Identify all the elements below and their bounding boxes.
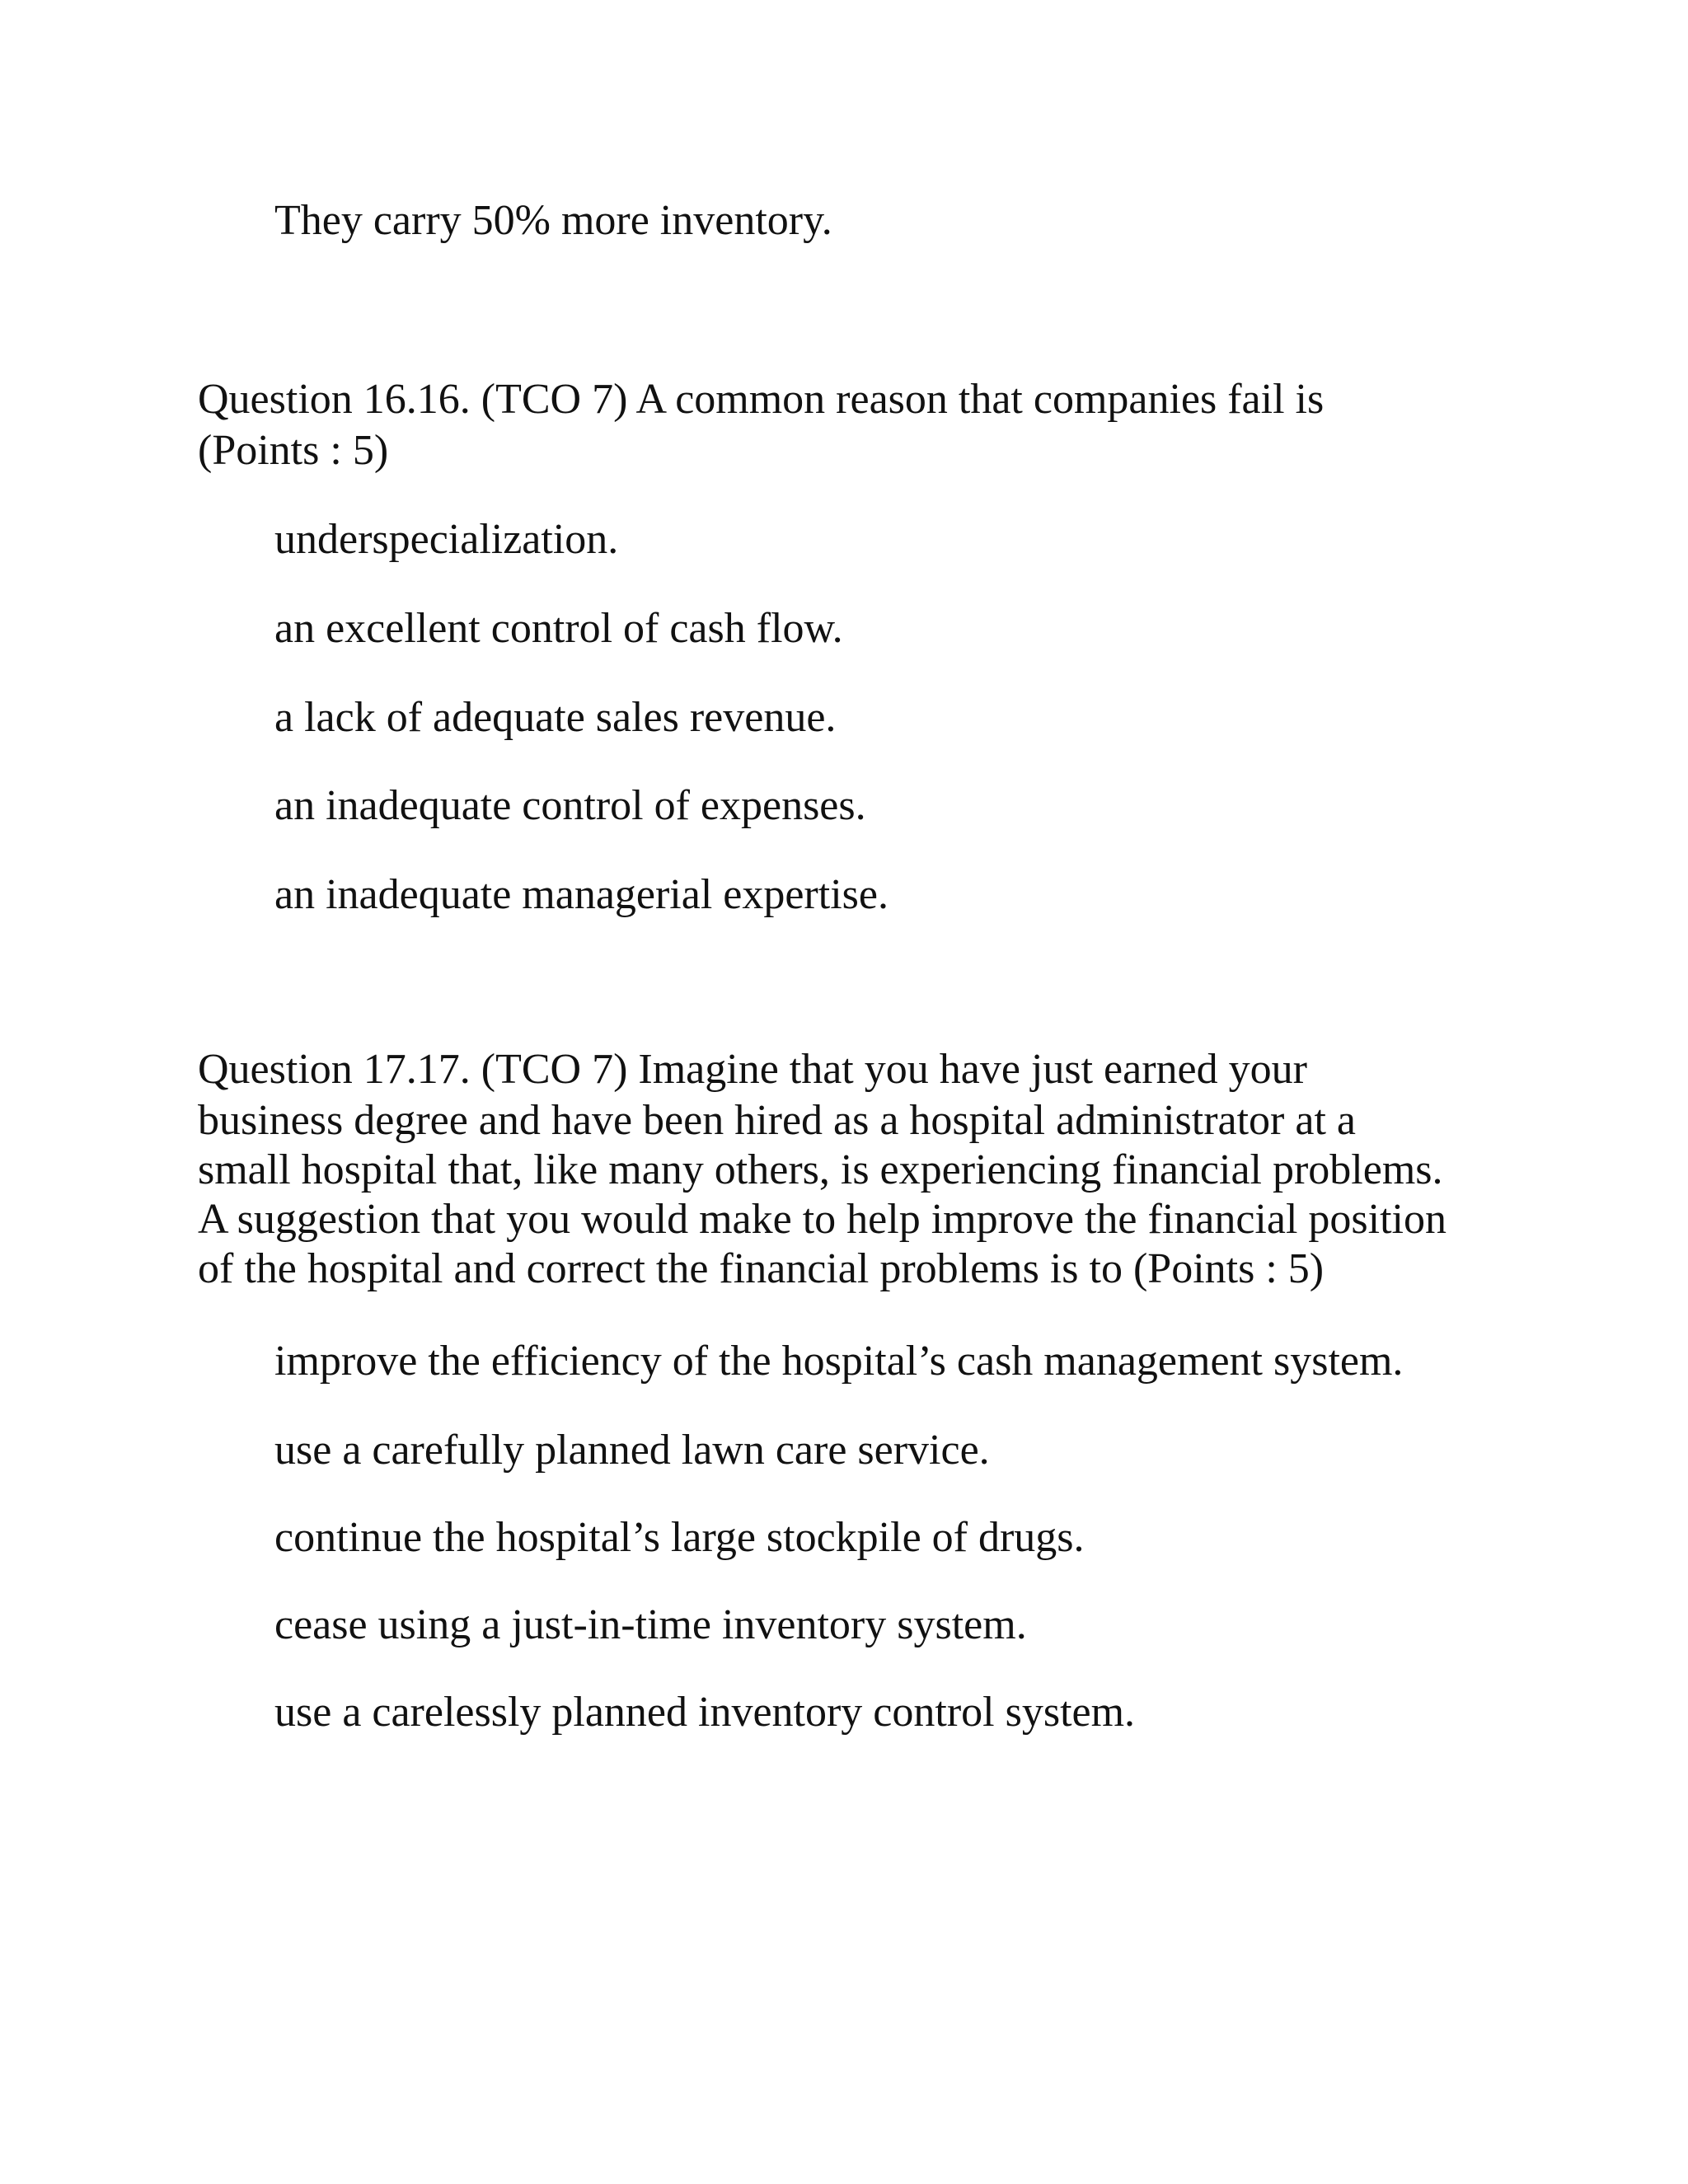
question-16-text: (Points : 5)	[198, 427, 389, 474]
answer-option: an excellent control of cash flow.	[274, 605, 843, 652]
answer-option: an inadequate control of expenses.	[274, 782, 866, 829]
question-17-text: Question 17.17. (TCO 7) Imagine that you have just earned your	[198, 1046, 1307, 1093]
question-16-text: Question 16.16. (TCO 7) A common reason that companies fail is	[198, 376, 1325, 423]
question-17-text: of the hospital and correct the financial problems is to (Points : 5)	[198, 1245, 1325, 1292]
answer-option: an inadequate managerial expertise.	[274, 871, 889, 918]
answer-option: use a carelessly planned inventory control system.	[274, 1689, 1136, 1736]
question-17-text: small hospital that, like many others, is experiencing financial problems.	[198, 1146, 1443, 1193]
question-17-text: business degree and have been hired as a hospital administrator at a	[198, 1097, 1356, 1144]
answer-option: use a carefully planned lawn care service.	[274, 1427, 990, 1474]
answer-option: underspecialization.	[274, 516, 619, 563]
question-17-text: A suggestion that you would make to help improve the financial position	[198, 1196, 1447, 1243]
answer-option: continue the hospital’s large stockpile of drugs.	[274, 1514, 1085, 1561]
answer-option: cease using a just-in-time inventory system.	[274, 1601, 1027, 1648]
answer-option: improve the efficiency of the hospital’s cash management system.	[274, 1338, 1404, 1385]
answer-option: a lack of adequate sales revenue.	[274, 694, 837, 741]
answer-option: They carry 50% more inventory.	[274, 197, 832, 244]
